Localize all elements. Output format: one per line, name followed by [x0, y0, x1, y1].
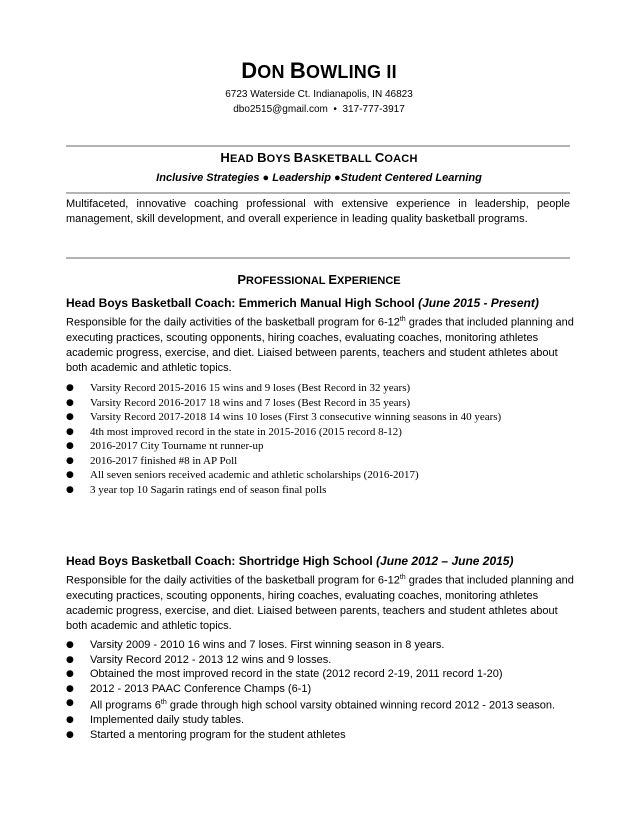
bullet-separator: • [330, 104, 340, 115]
address-line: 6723 Waterside Ct. Indianapolis, IN 46823 [225, 89, 413, 100]
list-item: ● 2016-2017 finished #8 in AP Poll [66, 454, 566, 469]
email: dbo2515@gmail.com [233, 104, 328, 115]
candidate-name: DON BOWLING II [241, 58, 397, 83]
job-description: Responsible for the daily activities of the basketball program for 6-12th grades that included planning and executing practices, scouting opponents, hiring coaches, evaluating coaches, monitoring athletes academic progress, exercise, and diet. Liaised between parents, teachers and student athletes about both academic and athletic topics. [66, 574, 574, 632]
divider-rule [66, 145, 570, 147]
list-item: ● All seven seniors received academic and athletic scholarships (2016-2017) [66, 468, 566, 483]
divider-rule [66, 192, 570, 194]
achievement-list [66, 381, 566, 497]
achievement-list [66, 638, 566, 742]
list-item: ● Varsity 2009 - 2010 16 wins and 7 loses. First winning season in 8 years. [66, 638, 566, 653]
job-headline: HEAD BOYS BASKETBALL COACH [220, 150, 418, 165]
list-item: ● Varsity Record 2015-2016 15 wins and 9 loses (Best Record in 32 years) [66, 381, 566, 396]
list-item: ● 2012 - 2013 PAAC Conference Champs (6-1) [66, 682, 566, 697]
job-description: Responsible for the daily activities of the basketball program for 6-12th grades that included planning and executing practices, scouting opponents, hiring coaches, evaluating coaches, monitoring athletes academic progress, exercise, and diet. Liaised between parents, teachers and student athletes about both academic and athletic topics. [66, 316, 574, 374]
contact-line [0, 104, 638, 115]
list-item: ● Varsity Record 2017-2018 14 wins 10 loses (First 3 consecutive winning seasons in 40 years) [66, 410, 566, 425]
list-item: ● Obtained the most improved record in the state (2012 record 2-19, 2011 record 1-20) [66, 667, 566, 682]
list-item: ● 3 year top 10 Sagarin ratings end of season final polls [66, 483, 566, 498]
phone: 317-777-3917 [342, 104, 405, 115]
list-item: ● Varsity Record 2016-2017 18 wins and 7 loses (Best Record in 35 years) [66, 396, 566, 411]
list-item: ● Varsity Record 2012 - 2013 12 wins and 9 losses. [66, 653, 566, 668]
list-item: ● Implemented daily study tables. [66, 713, 566, 728]
job-dates: (June 2012 – June 2015) [376, 554, 514, 568]
divider-rule [66, 257, 570, 259]
section-title-experience: PROFESSIONAL EXPERIENCE [237, 272, 401, 287]
job-dates: (June 2015 - Present) [418, 296, 539, 310]
tagline: Inclusive Strategies ● Leadership ●Student Centered Learning [156, 172, 482, 184]
list-item: ● All programs 6th grade through high school varsity obtained winning record 2012 - 2013 season. [66, 696, 566, 713]
professional-summary: Multifaceted, innovative coaching professional with extensive experience in leadership, people management, skill development, and overall experience in leading quality basketball programs. [66, 198, 570, 225]
job-title: Head Boys Basketball Coach: Shortridge High School (June 2012 – June 2015) [66, 554, 514, 568]
list-item: ● 4th most improved record in the state in 2015-2016 (2015 record 8-12) [66, 425, 566, 440]
job-title: Head Boys Basketball Coach: Emmerich Manual High School (June 2015 - Present) [66, 296, 539, 310]
list-item: ● 2016-2017 City Tourname nt runner-up [66, 439, 566, 454]
list-item: ● Started a mentoring program for the student athletes [66, 728, 566, 743]
